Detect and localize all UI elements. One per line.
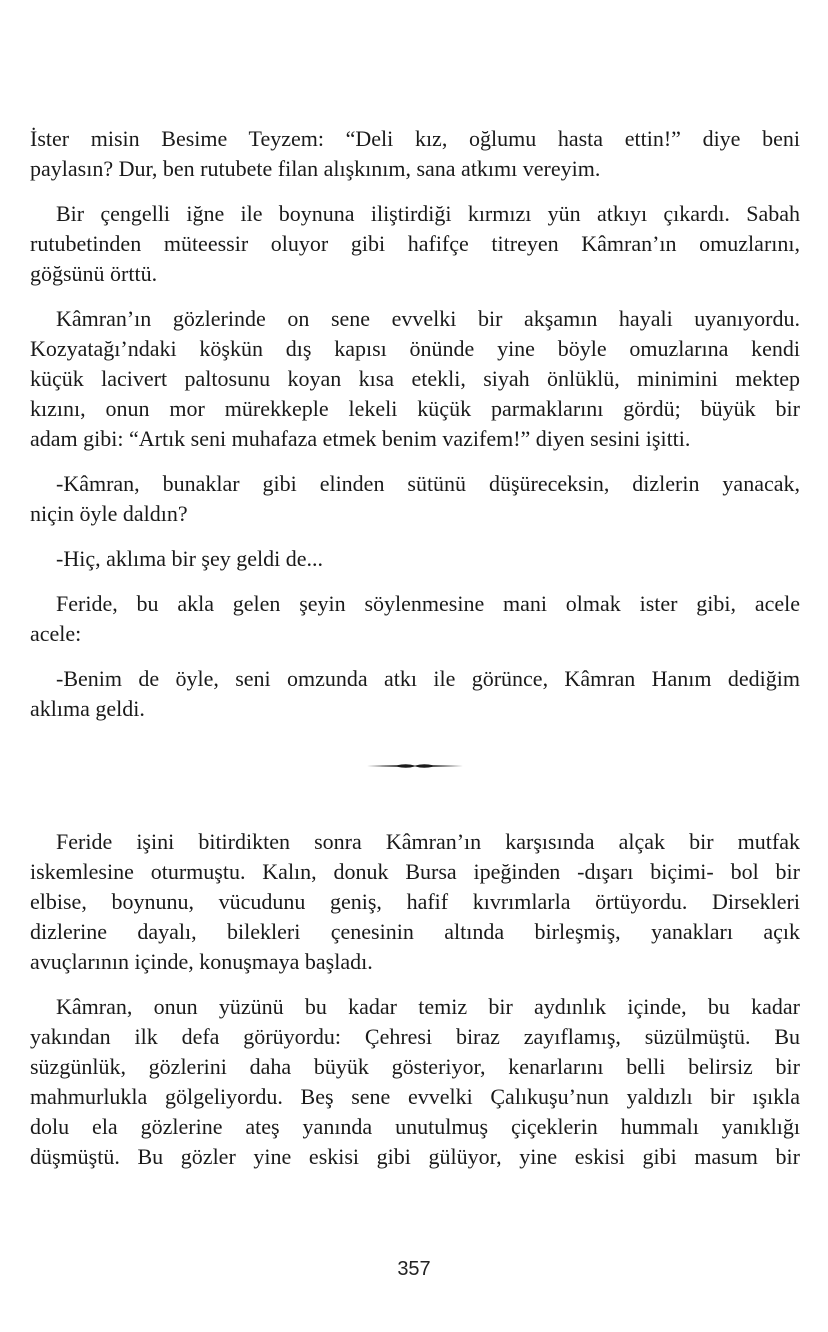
- text-line: rutubetinden müteessir oluyor gibi hafifçe titreyen Kâmran’ın omuzlarını,: [30, 231, 800, 256]
- section-divider-ornament: [30, 739, 800, 801]
- text-line: Kâmran’ın gözlerinde on sene evvelki bir akşamın hayali uyanıyordu.: [56, 306, 800, 331]
- text-line: kızını, onun mor mürekkeple lekeli küçük parmaklarını gördü; büyük bir: [30, 396, 800, 421]
- text-line: -Benim de öyle, seni omzunda atkı ile görünce, Kâmran Hanım dediğim: [56, 666, 800, 691]
- text-line: iskemlesine oturmuştu. Kalın, donuk Bursa ipeğinden -dışarı biçimi- bol bir: [30, 859, 800, 884]
- paragraph: [30, 544, 800, 574]
- paragraph: [30, 827, 800, 977]
- page-body: [30, 124, 800, 1187]
- text-line: Feride, bu akla gelen şeyin söylenmesine mani olmak ister gibi, acele: [56, 591, 800, 616]
- text-line: elbise, boynunu, vücudunu geniş, hafif kıvrımlarla örtüyordu. Dirsekleri: [30, 889, 800, 914]
- text-line: avuçlarının içinde, konuşmaya başladı.: [30, 949, 373, 974]
- paragraph: [30, 589, 800, 649]
- text-line: Kozyatağı’ndaki köşkün dış kapısı önünde yine böyle omuzlarına kendi: [30, 336, 800, 361]
- text-line: süzgünlük, gözlerini daha büyük gösteriyor, kenarlarını belli belirsiz bir: [30, 1054, 800, 1079]
- text-line: Kâmran, onun yüzünü bu kadar temiz bir aydınlık içinde, bu kadar: [56, 994, 800, 1019]
- text-line: küçük lacivert paltosunu koyan kısa etekli, siyah önlüklü, minimini mektep: [30, 366, 800, 391]
- paragraph: [30, 992, 800, 1172]
- text-line: dolu ela gözlerine ateş yanında unutulmuş çiçeklerin hummalı yanıklığı: [30, 1114, 800, 1139]
- text-line: göğsünü örttü.: [30, 261, 158, 286]
- text-line: aklıma geldi.: [30, 696, 145, 721]
- text-line: mahmurlukla gölgeliyordu. Beş sene evvelki Çalıkuşu’nun yaldızlı bir ışıkla: [30, 1084, 800, 1109]
- text-line: İster misin Besime Teyzem: “Deli kız, oğlumu hasta ettin!” diye beni: [30, 126, 800, 151]
- text-line: paylasın? Dur, ben rutubete filan alışkınım, sana atkımı vereyim.: [30, 156, 601, 181]
- page-number: 357: [397, 1258, 431, 1280]
- text-line: dizlerine dayalı, bilekleri çenesinin altında birleşmiş, yanakları açık: [30, 919, 800, 944]
- text-line: -Kâmran, bunaklar gibi elinden sütünü düşüreceksin, dizlerin yanacak,: [56, 471, 800, 496]
- ornament-icon: [367, 761, 463, 771]
- paragraph: [30, 199, 800, 289]
- text-line: Bir çengelli iğne ile boynuna iliştirdiği kırmızı yün atkıyı çıkardı. Sabah: [56, 201, 800, 226]
- paragraph: [30, 124, 800, 184]
- text-line: adam gibi: “Artık seni muhafaza etmek benim vazifem!” diyen sesini işitti.: [30, 426, 691, 451]
- text-line: yakından ilk defa görüyordu: Çehresi biraz zayıflamış, süzülmüştü. Bu: [30, 1024, 800, 1049]
- text-section-2: [30, 827, 800, 1172]
- paragraph: [30, 664, 800, 724]
- paragraph: [30, 304, 800, 454]
- text-line: düşmüştü. Bu gözler yine eskisi gibi gülüyor, yine eskisi gibi masum bir: [30, 1144, 800, 1169]
- text-line: -Hiç, aklıma bir şey geldi de...: [56, 546, 323, 571]
- paragraph: [30, 469, 800, 529]
- text-line: niçin öyle daldın?: [30, 501, 188, 526]
- text-line: Feride işini bitirdikten sonra Kâmran’ın karşısında alçak bir mutfak: [56, 829, 800, 854]
- text-section-1: [30, 124, 800, 724]
- text-line: acele:: [30, 621, 82, 646]
